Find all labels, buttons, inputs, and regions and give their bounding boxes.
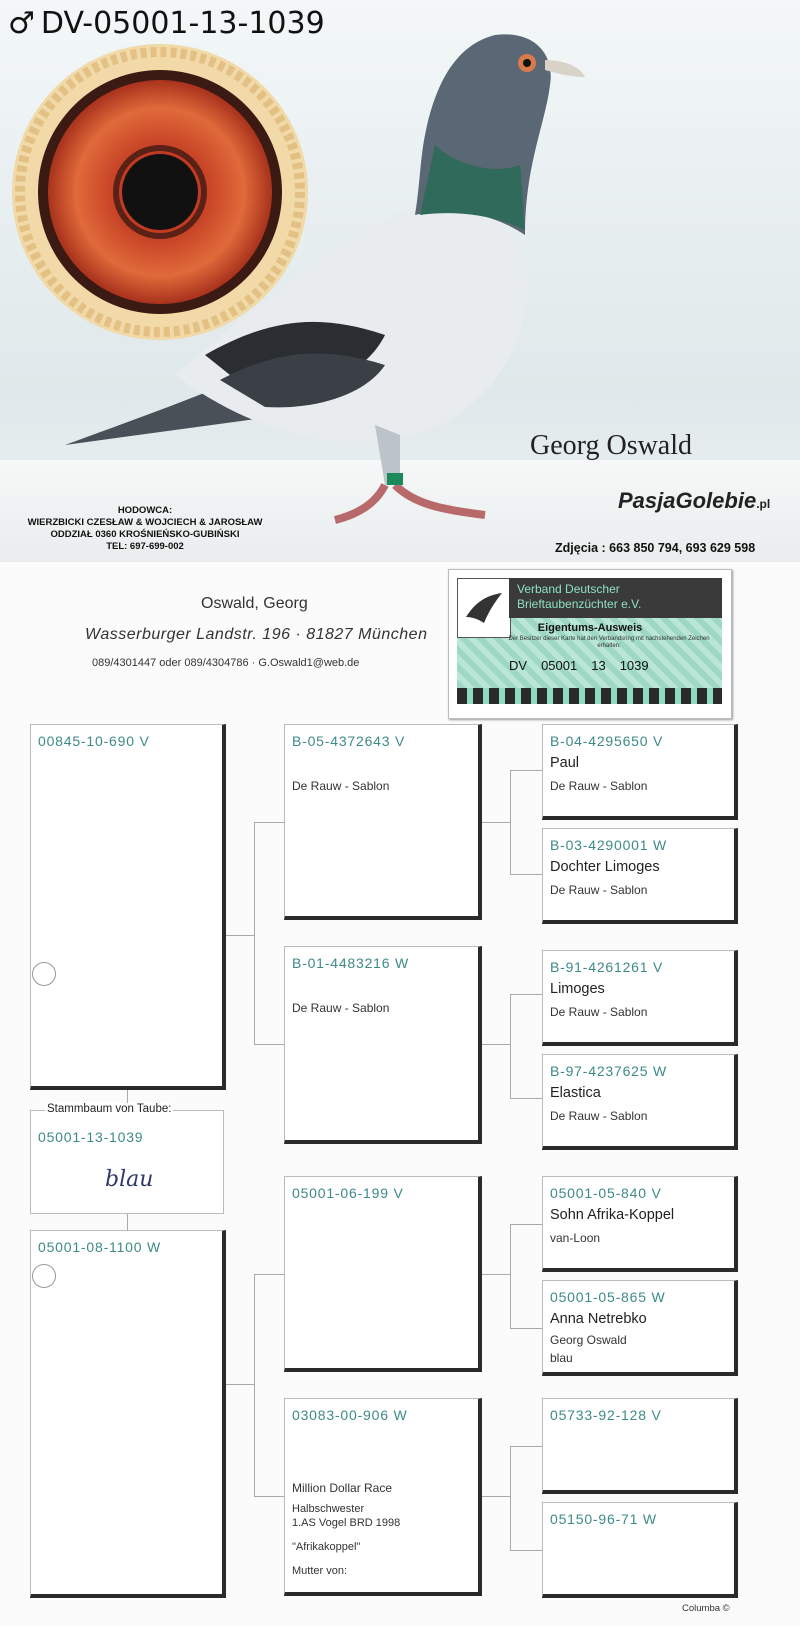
ancestor-box [542, 1502, 738, 1598]
connector [510, 1098, 542, 1099]
subject-box [30, 1103, 224, 1214]
mm-note: Million Dollar Race [292, 1481, 393, 1495]
ffm-ring: B-03-4290001 W [550, 837, 668, 853]
connector [224, 1384, 254, 1385]
connector [254, 822, 255, 1044]
connector [510, 770, 511, 874]
punch-hole [32, 962, 56, 986]
punch-hole [32, 1264, 56, 1288]
connector [510, 874, 542, 875]
ancestor-box [542, 724, 738, 820]
card-title: Eigentums-Ausweis [537, 622, 643, 634]
male-symbol-icon: ♂ [8, 6, 35, 41]
card-country: DV [509, 658, 528, 673]
connector [510, 1224, 542, 1225]
grandfather-paternal-box [284, 724, 482, 920]
mother-ring: 05001-08-1100 W [38, 1239, 162, 1255]
subject-color: blau [105, 1167, 154, 1192]
fff-name: Paul [550, 755, 580, 771]
mm-note: "Afrikakoppel" [292, 1541, 361, 1553]
ancestor-box [542, 1280, 738, 1376]
breeder-info [5, 505, 285, 553]
connector [224, 935, 254, 936]
connector [254, 1496, 284, 1497]
card-number: 1039 [619, 658, 649, 673]
grandmother-maternal-box [284, 1398, 482, 1596]
mfm-ring: 05001-05-865 W [550, 1289, 666, 1305]
father-box [30, 724, 226, 1090]
breeder-phone: TEL: 697-699-002 [106, 541, 184, 552]
fmm-ring: B-97-4237625 W [550, 1063, 668, 1079]
connector [510, 1550, 542, 1551]
logo-suffix: .pl [756, 497, 771, 511]
ancestor-box [542, 828, 738, 924]
ff-ring: B-05-4372643 V [292, 733, 406, 749]
fff-ring: B-04-4295650 V [550, 733, 664, 749]
connector [127, 1214, 128, 1230]
fmf-line: De Rauw - Sablon [550, 1005, 648, 1019]
breeder-heading: HODOWCA: [117, 505, 173, 516]
mmf-ring: 05733-92-128 V [550, 1407, 662, 1423]
site-logo [618, 488, 770, 514]
mff-line: van-Loon [550, 1231, 601, 1245]
ancestor-box [542, 1054, 738, 1150]
photo-credit: Zdjęcia : 663 850 794, 693 629 598 [555, 541, 756, 555]
connector [510, 994, 511, 1098]
breeder-names: WIERZBICKI CZESŁAW & WOJCIECH & JAROSŁAW [27, 517, 263, 528]
subject-ring: 05001-13-1039 [38, 1129, 144, 1145]
connector [254, 1044, 284, 1045]
grandfather-maternal-box [284, 1176, 482, 1372]
owner-header-contact: 089/4301447 oder 089/4304786 · G.Oswald1@web.de [92, 657, 360, 669]
ownership-card [448, 569, 732, 719]
connector [254, 1274, 255, 1496]
connector [510, 994, 542, 995]
connector [480, 1496, 510, 1497]
connector [480, 1274, 510, 1275]
subject-label: Stammbaum von Taube: [47, 1103, 172, 1115]
ring-number-title [8, 6, 325, 41]
ffm-name: Dochter Limoges [550, 859, 660, 875]
fmm-name: Elastica [550, 1085, 601, 1101]
owner-name-caption: Georg Oswald [530, 430, 693, 461]
connector [254, 822, 284, 823]
copyright-text: Columba © [682, 1603, 730, 1614]
card-organization [509, 578, 722, 618]
ffm-line: De Rauw - Sablon [550, 883, 648, 897]
mf-ring: 05001-06-199 V [292, 1185, 404, 1201]
fm-line: De Rauw - Sablon [292, 1001, 390, 1015]
mfm-name: Anna Netrebko [550, 1311, 647, 1327]
fm-ring: B-01-4483216 W [292, 955, 410, 971]
ancestor-box [542, 1176, 738, 1272]
father-ring: 00845-10-690 V [38, 733, 150, 749]
owner-header-address: Wasserburger Landstr. 196 · 81827 München [85, 626, 428, 643]
mm-ring: 03083-00-906 W [292, 1407, 408, 1423]
ring-number-text: DV-05001-13-1039 [40, 6, 325, 41]
mother-box [30, 1230, 226, 1598]
fmf-name: Limoges [550, 981, 605, 997]
mm-note: 1.AS Vogel BRD 1998 [292, 1517, 401, 1529]
card-year: 13 [591, 658, 606, 673]
connector [480, 1044, 510, 1045]
connector [510, 1224, 511, 1328]
ff-line: De Rauw - Sablon [292, 779, 390, 793]
card-subtitle: Der Besitzer dieser Karte hat den Verbandsring mit nachstehenden Zeichen erhalten: [508, 636, 710, 649]
connector [510, 1446, 542, 1447]
mff-name: Sohn Afrika-Koppel [550, 1207, 675, 1223]
mfm-line: Georg Oswald [550, 1333, 627, 1347]
breeder-club: ODDZIAŁ 0360 KROŚNIEŃSKO-GUBIŃSKI [50, 529, 240, 540]
photo-banner [0, 0, 800, 562]
mmm-ring: 05150-96-71 W [550, 1511, 657, 1527]
connector [480, 822, 510, 823]
logo-text: PasjaGolebie [618, 488, 757, 513]
connector [254, 1274, 284, 1275]
connector [510, 1446, 511, 1550]
card-org-line1: Verband Deutscher [517, 582, 620, 596]
owner-header-name: Oswald, Georg [201, 595, 308, 612]
mff-ring: 05001-05-840 V [550, 1185, 662, 1201]
connector [510, 1328, 542, 1329]
ancestor-box [542, 1398, 738, 1494]
fff-line: De Rauw - Sablon [550, 779, 648, 793]
fmf-ring: B-91-4261261 V [550, 959, 664, 975]
card-club: 05001 [541, 658, 578, 673]
card-ring-fields [509, 658, 663, 673]
grandmother-paternal-box [284, 946, 482, 1144]
connector [510, 770, 542, 771]
card-org-line2: Brieftaubenzüchter e.V. [517, 597, 642, 611]
mfm-extra: blau [550, 1351, 573, 1365]
ancestor-box [542, 950, 738, 1046]
fmm-line: De Rauw - Sablon [550, 1109, 648, 1123]
pigeon-photo [55, 15, 595, 545]
mm-note: Halbschwester [292, 1503, 365, 1515]
mm-note: Mutter von: [292, 1565, 348, 1577]
card-border-pattern [457, 688, 722, 704]
